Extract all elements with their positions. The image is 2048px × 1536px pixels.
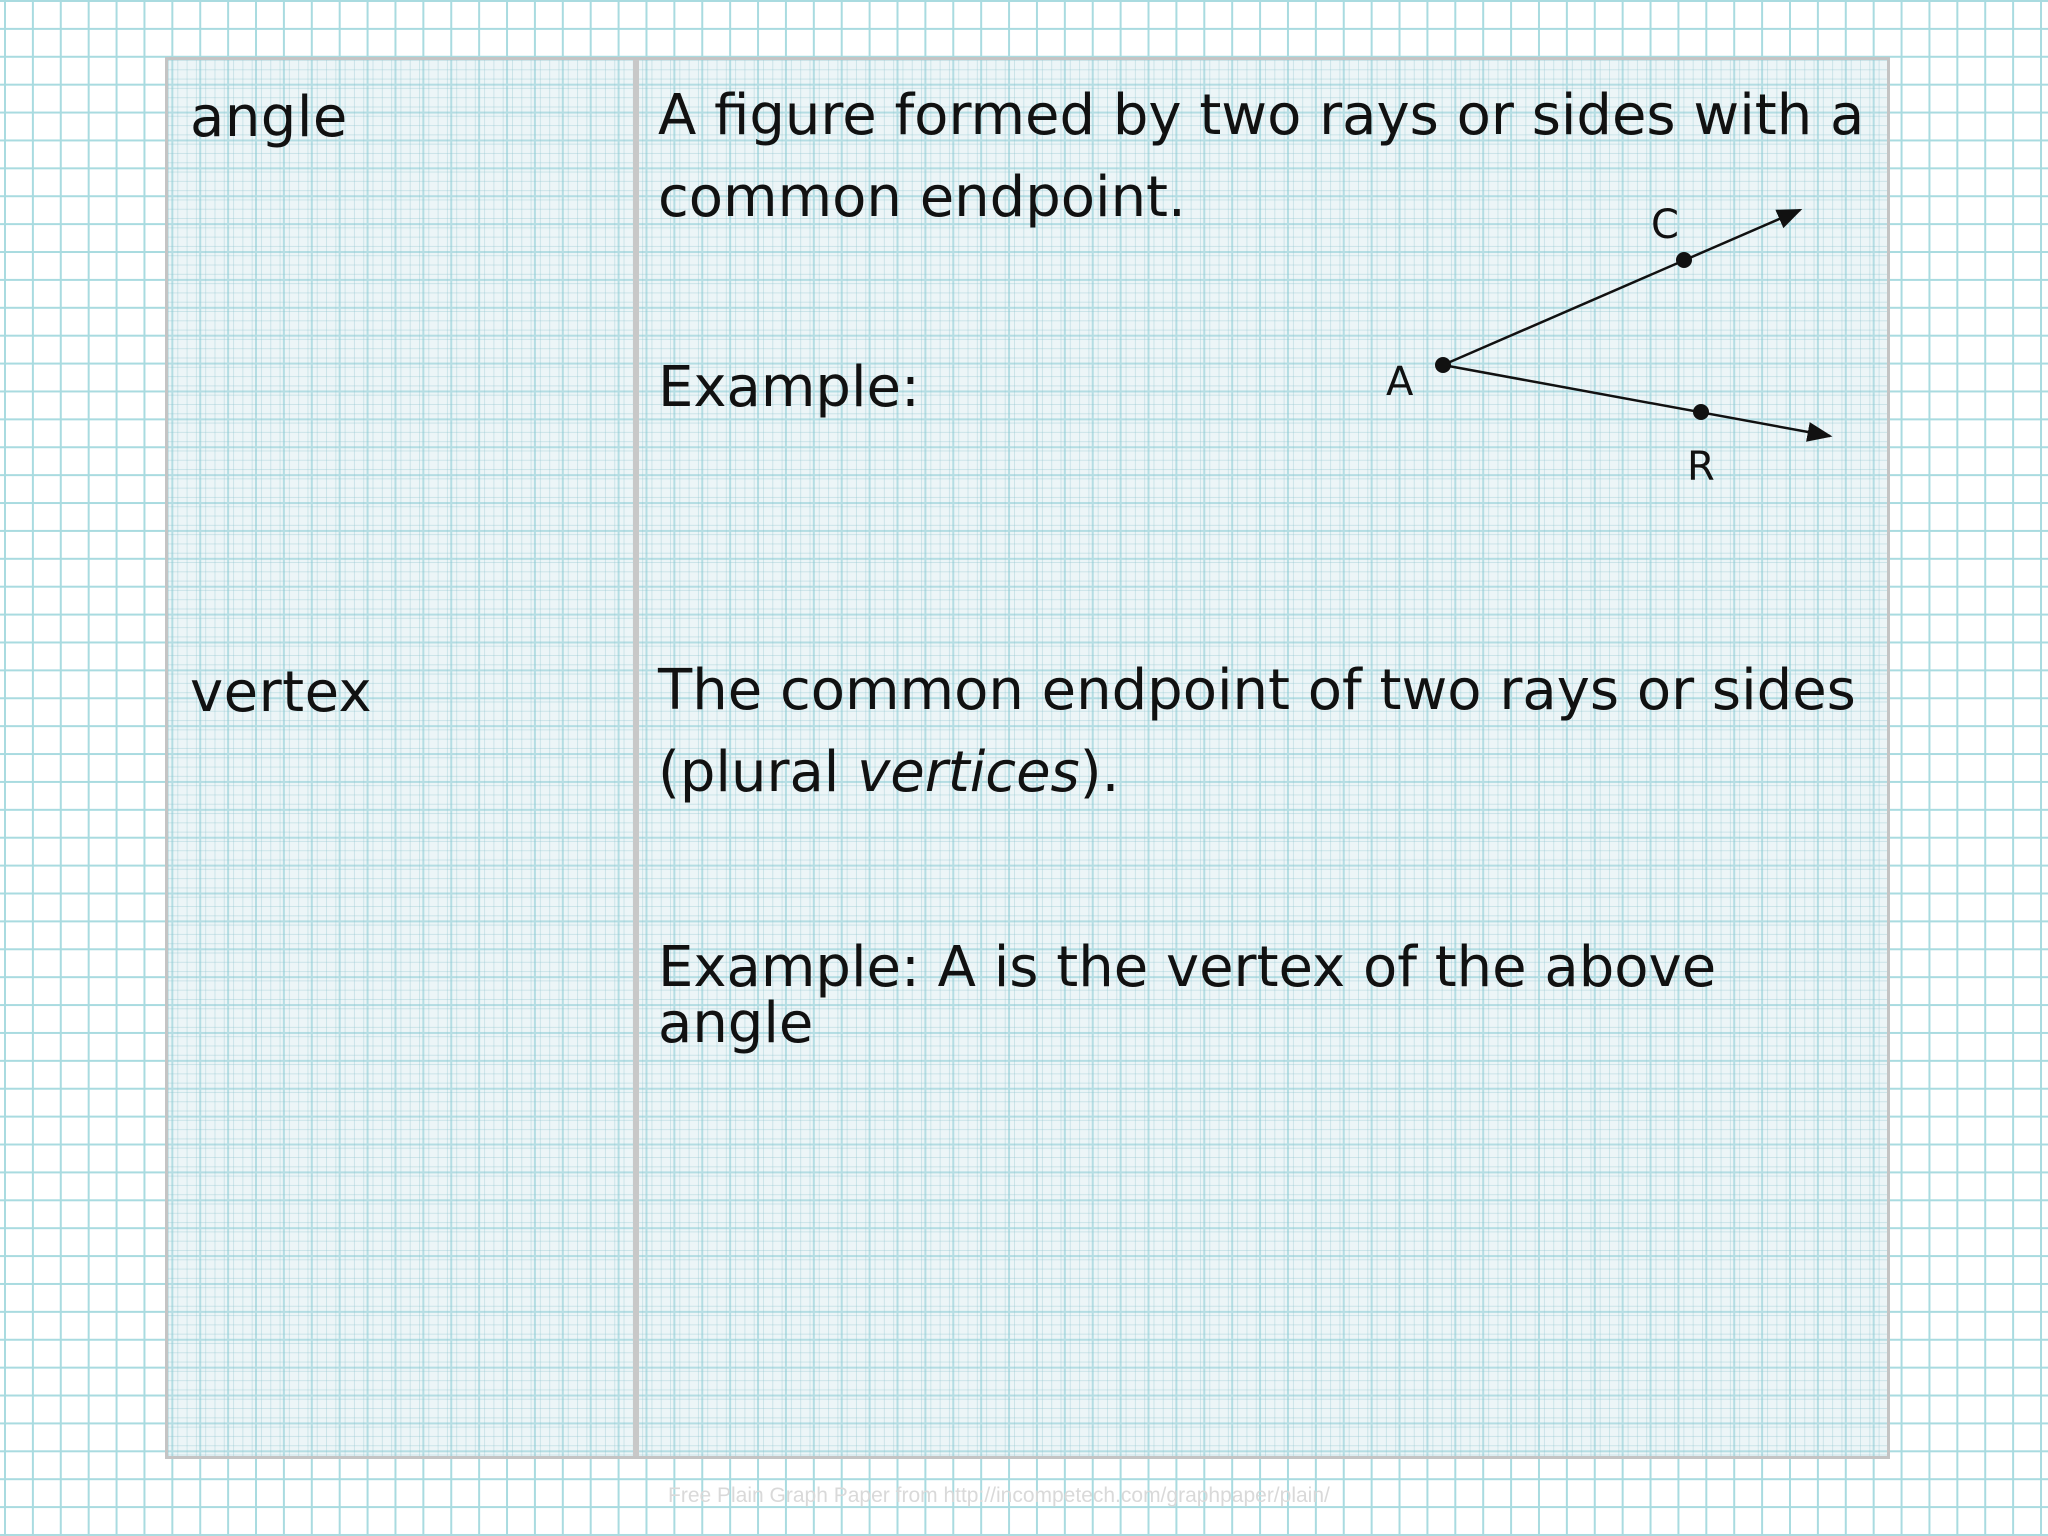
label-c: C	[1651, 202, 1679, 248]
example-label-angle: Example:	[658, 355, 920, 420]
ray-ar	[1443, 365, 1830, 436]
definition-vertex-italic: vertices	[857, 740, 1080, 805]
definition-vertex	[658, 650, 1868, 814]
definition-vertex-suffix: ).	[1079, 740, 1120, 805]
point-c	[1676, 252, 1692, 268]
example-vertex: Example: A is the vertex of the above angle	[658, 935, 1717, 1056]
glossary-table	[165, 57, 1890, 1459]
label-a: A	[1386, 359, 1414, 405]
definition-vertex-prefix: The common endpoint of two rays or sides (plural	[658, 658, 1856, 805]
angle-diagram	[1348, 202, 1868, 600]
label-r: R	[1687, 444, 1715, 490]
definition-angle: A figure formed by two rays or sides with a common endpoint.	[658, 83, 1865, 230]
column-divider	[633, 60, 639, 1456]
point-r	[1693, 404, 1709, 420]
footer-credit: Free Plain Graph Paper from http://incompetech.com/graphpaper/plain/	[668, 1484, 1330, 1507]
term-angle: angle	[190, 85, 348, 150]
term-vertex: vertex	[190, 660, 373, 725]
vertex-point-a	[1435, 357, 1451, 373]
